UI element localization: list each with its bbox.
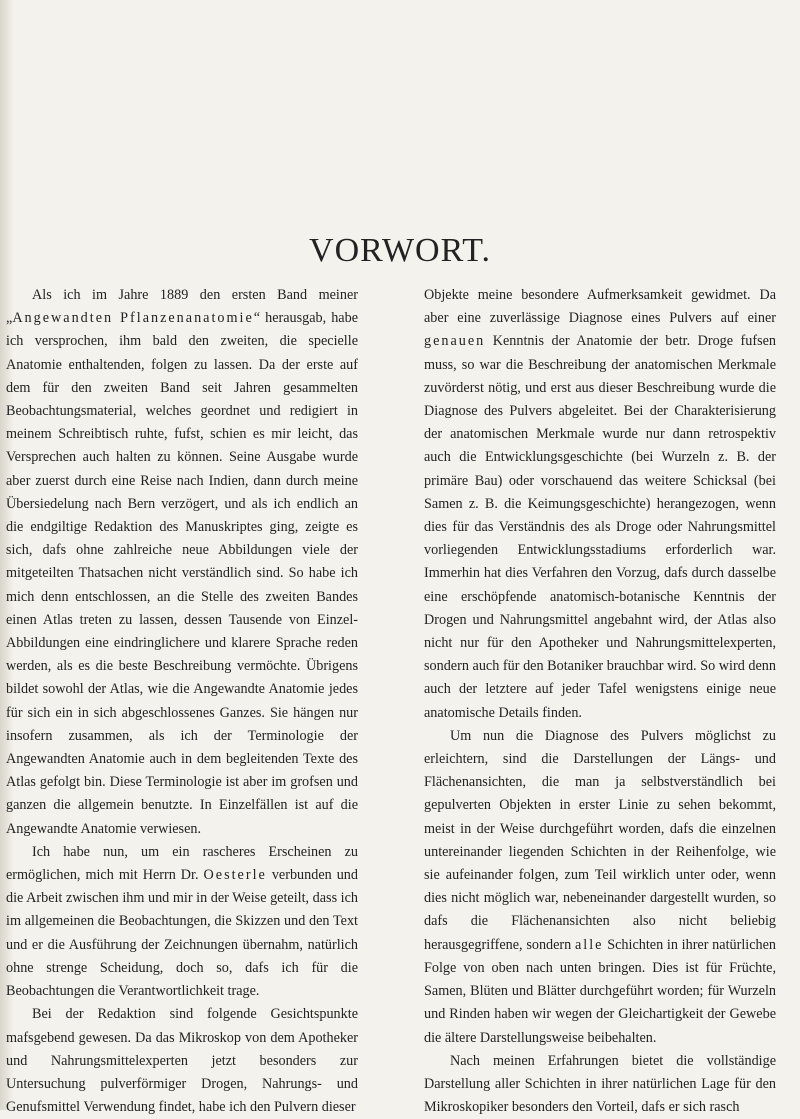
paragraph-collaboration: Ich habe nun, um ein rascheres Erscheinen zu ermöglichen, mich mit Herrn Dr. Oesterle verbunden und die Arbeit zwischen ihm und mir in der Weise geteilt, dass ich im allgemeinen die Beobachtungen, die Skizzen und den Text und er die Ausführung der Zeichnungen übernahm, natürlich ohne strenge Scheidung, doch so, dafs ich für die Beobachtungen die Verantwortlichkeit trage. <box>6 843 358 1000</box>
name-emphasis: Oesterle <box>203 867 267 884</box>
paragraph-intro: Als ich im Jahre 1889 den ersten Band meiner „Angewandten Pflanzenanatomie“ herausgab, habe ich versprochen, ihm bald den zweiten, die specielle Anatomie enthaltenden, folgen zu lassen. Da der erste auf dem für den zweiten Band seit Jahren gesammelten Beobachtungsmaterial, welches geordnet und redigiert in meinem Schreibtisch ruhte, fufst, schien es mir leicht, das Versprechen auch halten zu können. Seine Ausgabe wurde aber zuerst durch eine Reise nach Indien, dann durch meine Übersiedelung nach Bern verzögert, und als ich endlich an die endgiltige Redaktion des Manuskriptes ging, zeigte es sich, dafs ohne zahlreiche neue Abbildungen viele der mitgeteilten Thatsachen nicht verständlich sind. So habe ich mich denn entschlossen, an die Stelle des zweiten Bandes einen Atlas treten zu lassen, dessen Tausende von Einzel-Abbildungen eine eindringlichere und klarere Sprache reden werden, als es die beste Beschreibung vermöchte. Übrigens bildet sowohl der Atlas, wie die Angewandte Anatomie jedes für sich ein in sich abgeschlossenes Ganzes. Sie hängen nur insofern zusammen, als ich der Terminologie der Angewandten Anatomie auch in dem begleitenden Texte des Atlas gefolgt bin. Diese Terminologie ist aber im grofsen und ganzen die allgemein benutzte. In Einzelfällen ist auf die Angewandte Anatomie verwiesen. <box>6 287 358 837</box>
text-column-right <box>424 284 776 1119</box>
paragraph-experience: Nach meinen Erfahrungen bietet die vollständige Darstellung aller Schichten in ihrer natürlichen Lage für den Mikroskopiker besonders den Vorteil, dafs er sich rasch <box>424 1052 776 1116</box>
text-column-left <box>6 284 358 1119</box>
paragraph-continued: Objekte meine besondere Aufmerksamkeit gewidmet. Da aber eine zuverlässige Diagnose eines Pulvers auf einer genauen Kenntnis der Anatomie der betr. Droge fufsen muss, so war die Beschreibung der anatomischen Merkmale zuvörderst nötig, und erst aus dieser Beschreibung wurde die Diagnose des Pulvers abgeleitet. Bei der Charakterisierung der anatomischen Merkmale wurde nur dann retrospektiv auch die Entwicklungsgeschichte (bei Wurzeln z. B. der primäre Bau) oder vorschauend das weitere Schicksal (bei Samen z. B. die Keimungsgeschichte) herangezogen, wenn dies für das Verständnis des als Droge oder Nahrungsmittel vorliegenden Entwicklungsstadiums erforderlich war. Immerhin hat dies Verfahren den Vorzug, dafs durch dasselbe eine erschöpfende anatomisch-botanische Kenntnis der Drogen und Nahrungsmittel angebahnt wird, der Atlas also nicht nur für den Apotheker und Nahrungsmittelexperten, sondern auch für den Botaniker brauchbar wird. So wird denn auch der letztere auf jeder Tafel wenigstens einige neue anatomische Details finden. <box>424 287 776 721</box>
book-title-emphasis: Angewandten Pflanzenanatomie <box>12 310 254 327</box>
paragraph-diagnosis: Um nun die Diagnose des Pulvers möglichst zu erleichtern, sind die Darstellungen der Längs- und Flächenansichten, die man ja selbstverständlich bei gepulverten Objekten in erster Linie zu sehen bekommt, meist in der Weise durchgeführt worden, dafs die einzelnen untereinander liegenden Schichten in der Reihenfolge, wie sie aufeinander folgen, zum Teil wirklich unter oder, wenn dies nicht möglich war, nebeneinander dargestellt wurden, so dafs die Flächenansichten also nicht beliebig herausgegriffene, sondern alle Schichten in ihrer natürlichen Folge von oben nach unten bringen. Dies ist für Früchte, Samen, Blüten und Blätter durchgeführt worden; für Wurzeln und Rinden haben wir wegen der Gleichartigkeit der Gewebe die ältere Darstellungsweise beibehalten. <box>424 727 776 1046</box>
word-emphasis: genauen <box>424 333 486 350</box>
page-title: VORWORT. <box>309 232 491 269</box>
word-emphasis-alle: alle <box>575 936 604 953</box>
paragraph-redaction: Bei der Redaktion sind folgende Gesichtspunkte mafsgebend gewesen. Da das Mikroskop von dem Apotheker und Nahrungsmittelexperten jetzt besonders zur Untersuchung pulverförmiger Drogen, Nahrungs- und Genufsmittel Verwendung findet, habe ich den Pulvern dieser <box>6 1006 358 1116</box>
